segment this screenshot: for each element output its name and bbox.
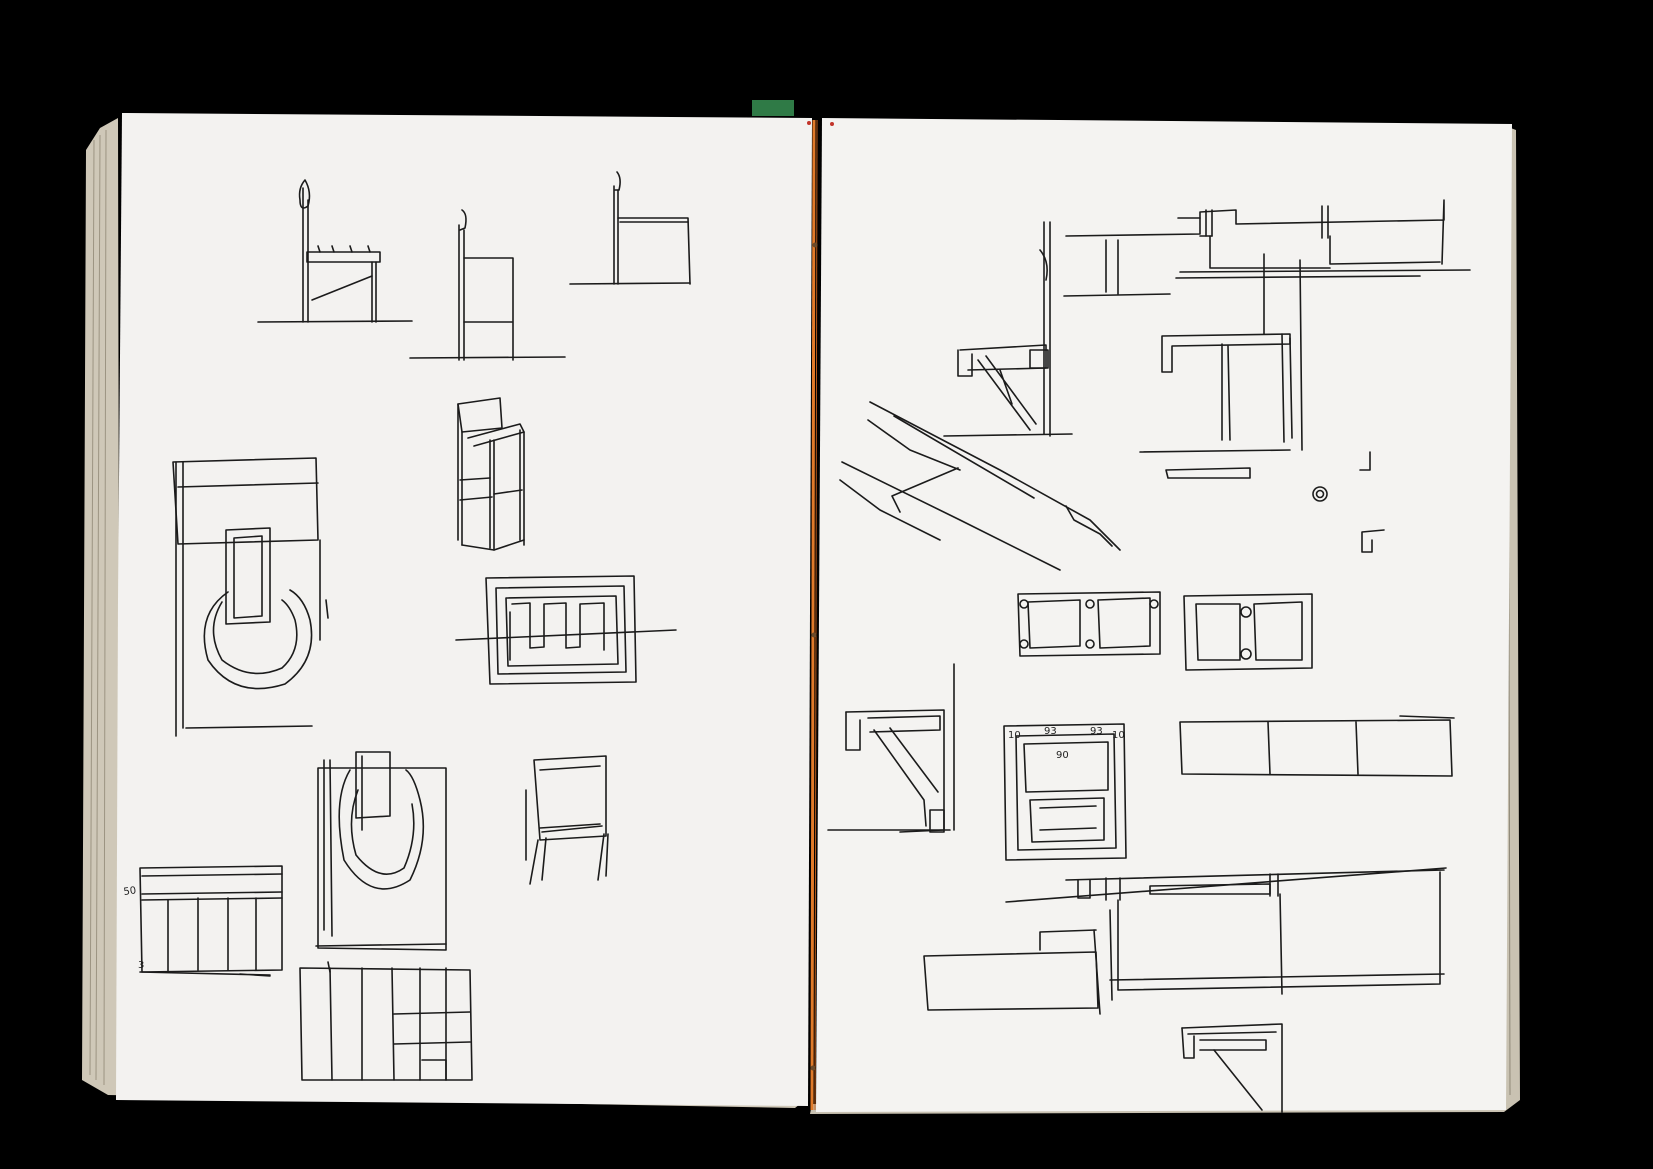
dim-label-inner: 90: [1056, 750, 1069, 761]
right-page: [816, 118, 1512, 1112]
margin-number-top: 50: [122, 885, 138, 898]
dim-label-right: 10: [1112, 730, 1125, 741]
ribbon-bookmark: [752, 100, 794, 116]
dim-label-top-a: 93: [1044, 726, 1057, 737]
dim-label-top-b: 93: [1090, 726, 1103, 737]
dim-label-left: 10: [1008, 730, 1021, 741]
margin-number-bottom: 3: [138, 960, 145, 971]
